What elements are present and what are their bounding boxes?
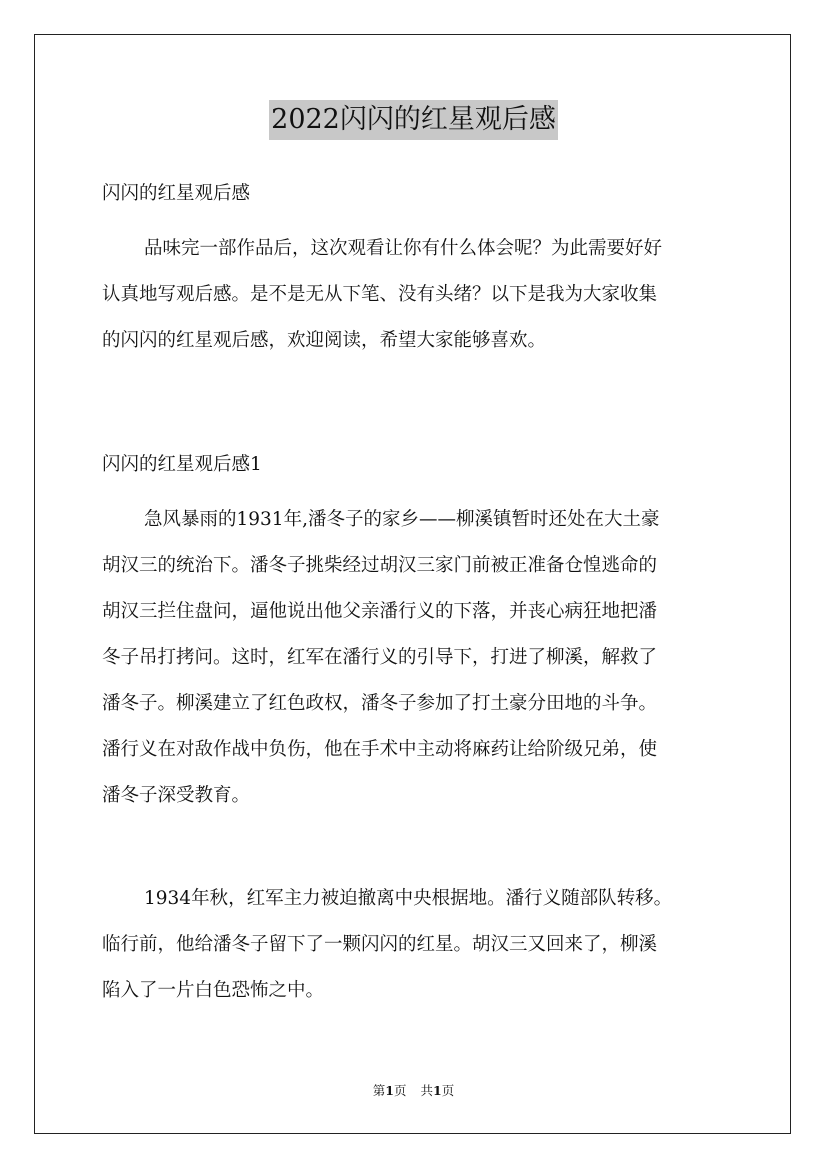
title-container [0,100,827,140]
intro-line-1: 品味完一部作品后，这次观看让你有什么体会呢？为此需要好好 [144,238,663,259]
paragraph-2 [102,876,732,1014]
page-footer [0,1082,827,1100]
total-pages: 1 [433,1083,442,1098]
page-suffix: 页 [393,1083,407,1098]
para2-line-3: 陷入了一片白色恐怖之中。 [102,980,325,1001]
para1-line-3: 胡汉三拦住盘问，逼他说出他父亲潘行义的下落，并丧心病狂地把潘 [102,601,658,622]
intro-line-2: 认真地写观后感。是不是无从下笔、没有头绪？以下是我为大家收集 [102,284,658,305]
total-prefix: 共 [420,1083,434,1098]
intro-line-3: 的闪闪的红星观后感，欢迎阅读，希望大家能够喜欢。 [102,330,547,351]
total-suffix: 页 [441,1083,455,1098]
para1-line-1: 急风暴雨的1931年,潘冬子的家乡——柳溪镇暂时还处在大土豪 [144,509,660,530]
para2-line-2: 临行前，他给潘冬子留下了一颗闪闪的红星。胡汉三又回来了，柳溪 [102,934,658,955]
para1-line-2: 胡汉三的统治下。潘冬子挑柴经过胡汉三家门前被正准备仓惶逃命的 [102,555,658,576]
para1-line-6: 潘行义在对敌作战中负伤，他在手术中主动将麻药让给阶级兄弟，使 [102,739,658,760]
subheading-intro: 闪闪的红星观后感 [102,183,251,204]
intro-paragraph [102,226,732,364]
para1-line-5: 潘冬子。柳溪建立了红色政权，潘冬子参加了打土豪分田地的斗争。 [102,693,658,714]
document-title: 2022闪闪的红星观后感 [269,100,558,140]
subheading-section-1: 闪闪的红星观后感1 [102,454,262,475]
page-prefix: 第 [372,1083,386,1098]
para1-line-7: 潘冬子深受教育。 [102,785,251,806]
page-number: 1 [385,1083,394,1098]
para2-line-1: 1934年秋，红军主力被迫撤离中央根据地。潘行义随部队转移。 [144,888,673,909]
paragraph-1 [102,497,732,819]
para1-line-4: 冬子吊打拷问。这时，红军在潘行义的引导下，打进了柳溪，解救了 [102,647,658,668]
